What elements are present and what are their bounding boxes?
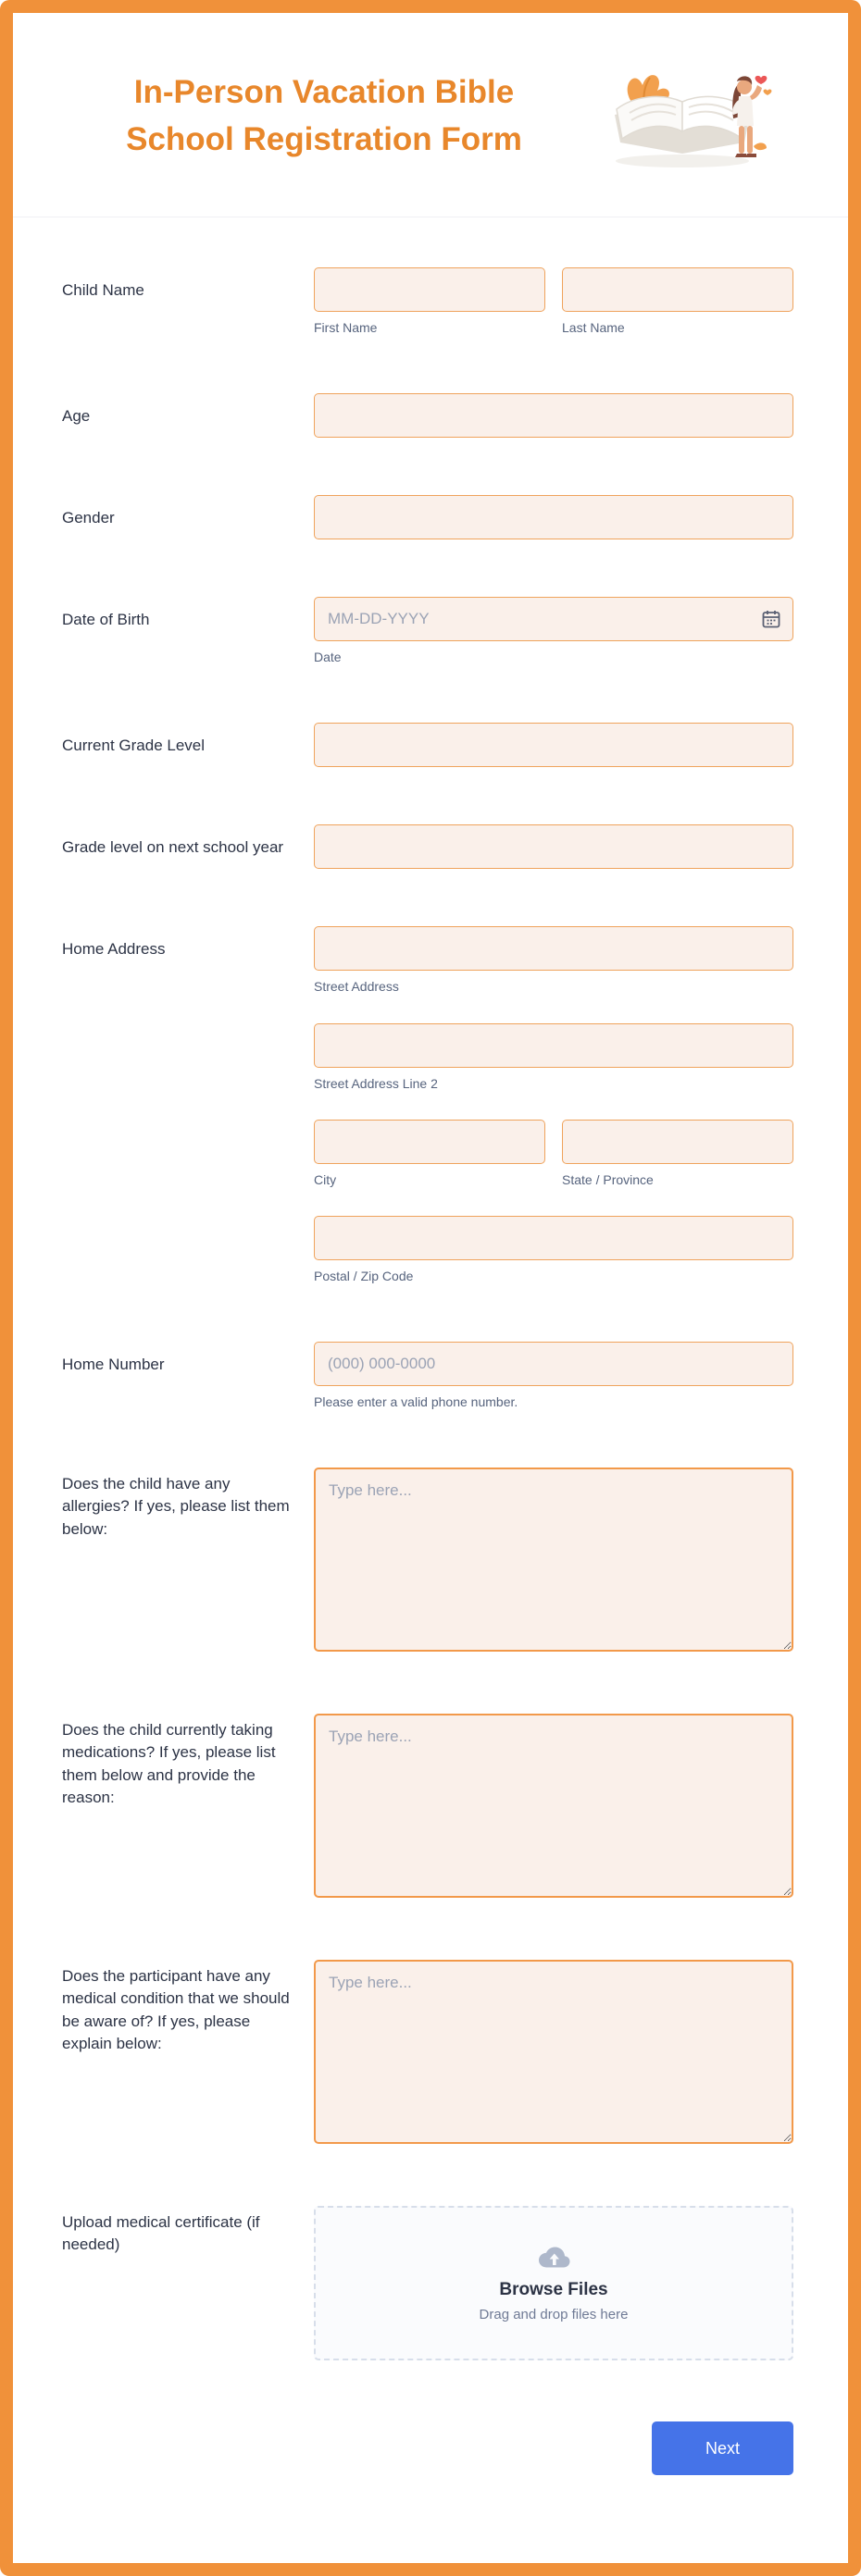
street-address-block (314, 926, 793, 995)
first-name-sublabel: First Name (314, 320, 378, 335)
phone-input[interactable] (314, 1342, 793, 1386)
first-name-col (314, 267, 545, 336)
child-name-field (314, 267, 793, 336)
last-name-sublabel: Last Name (562, 320, 625, 335)
form-row-home-number (62, 1342, 793, 1410)
city-col (314, 1120, 545, 1188)
medical-condition-field (314, 1960, 793, 2149)
child-name-pair (314, 267, 793, 336)
postal-input[interactable] (314, 1216, 793, 1260)
medical-condition-label: Does the participant have any medical condition that we should be aware of? If yes, please explain below: (62, 1967, 290, 2052)
current-grade-field (314, 723, 793, 767)
form-row-home-address (62, 926, 793, 1284)
form-row-gender (62, 495, 793, 539)
gender-input[interactable] (314, 495, 793, 539)
next-button[interactable]: Next (652, 2421, 793, 2475)
form-row-dob (62, 597, 793, 665)
form-row-medications (62, 1714, 793, 1902)
drag-drop-hint: Drag and drop files here (479, 2307, 629, 2323)
state-sublabel: State / Province (562, 1171, 654, 1187)
form-row-medical-condition (62, 1960, 793, 2149)
form-row-child-name (62, 267, 793, 336)
street-address2-block (314, 1023, 793, 1092)
medical-condition-textarea[interactable] (314, 1960, 793, 2144)
city-sublabel: City (314, 1171, 337, 1187)
child-name-label: Child Name (62, 281, 144, 299)
next-grade-field (314, 824, 793, 869)
age-field (314, 393, 793, 438)
allergies-label: Does the child have any allergies? If yes, please list them below: (62, 1475, 290, 1538)
upload-field (314, 2206, 793, 2360)
form-row-upload (62, 2206, 793, 2360)
home-number-field (314, 1342, 793, 1410)
phone-sublabel: Please enter a valid phone number. (314, 1394, 518, 1410)
city-state-block (314, 1120, 793, 1188)
form-body (13, 217, 848, 2360)
browse-files-label[interactable]: Browse Files (499, 2280, 608, 2300)
form-footer (13, 2418, 848, 2503)
allergies-textarea[interactable] (314, 1468, 793, 1652)
city-input[interactable] (314, 1120, 545, 1164)
dob-field (314, 597, 793, 665)
form-row-allergies (62, 1468, 793, 1656)
dob-sublabel: Date (314, 650, 342, 665)
medications-field (314, 1714, 793, 1902)
medications-textarea[interactable] (314, 1714, 793, 1898)
street-address2-sublabel: Street Address Line 2 (314, 1075, 438, 1091)
upload-label: Upload medical certificate (if needed) (62, 2213, 260, 2254)
home-number-label: Home Number (62, 1356, 165, 1374)
street-address-sublabel: Street Address (314, 979, 399, 995)
state-input[interactable] (562, 1120, 793, 1164)
cloud-upload-icon (535, 2244, 572, 2272)
postal-block (314, 1216, 793, 1284)
age-input[interactable] (314, 393, 793, 438)
state-col (562, 1120, 793, 1188)
home-address-label: Home Address (62, 940, 166, 959)
home-address-field (314, 926, 793, 1284)
form-row-next-grade (62, 824, 793, 869)
street-address-input[interactable] (314, 926, 793, 971)
upload-dropzone[interactable] (314, 2206, 793, 2360)
calendar-icon[interactable] (761, 609, 781, 629)
form-title: In-Person Vacation Bible School Registration Form (126, 74, 522, 157)
medications-label: Does the child currently taking medications? If yes, please list them below and provide the reason: (62, 1721, 276, 1806)
dob-label: Date of Birth (62, 611, 150, 629)
form-row-age (62, 393, 793, 438)
gender-field (314, 495, 793, 539)
next-grade-input[interactable] (314, 824, 793, 869)
city-state-pair (314, 1120, 793, 1188)
current-grade-label: Current Grade Level (62, 737, 206, 755)
form-header (13, 13, 848, 217)
dob-input-wrap (314, 597, 793, 641)
book-reading-illustration (604, 57, 776, 176)
postal-sublabel: Postal / Zip Code (314, 1268, 414, 1283)
form-row-current-grade (62, 723, 793, 767)
allergies-field (314, 1468, 793, 1656)
last-name-col (562, 267, 793, 336)
gender-label: Gender (62, 509, 115, 527)
child-first-name-input[interactable] (314, 267, 545, 312)
child-last-name-input[interactable] (562, 267, 793, 312)
dob-input[interactable] (314, 597, 793, 641)
street-address2-input[interactable] (314, 1023, 793, 1068)
current-grade-input[interactable] (314, 723, 793, 767)
age-label: Age (62, 407, 91, 426)
next-grade-label: Grade level on next school year (62, 838, 284, 857)
